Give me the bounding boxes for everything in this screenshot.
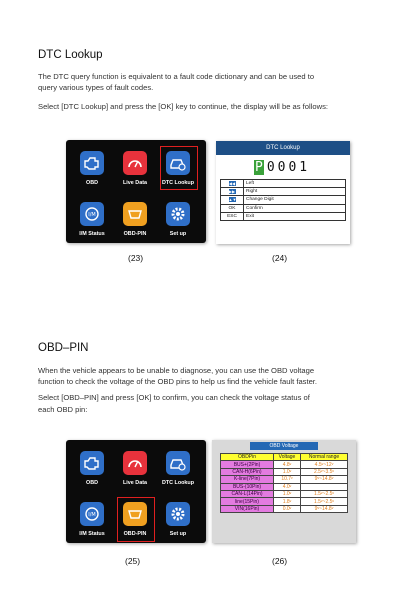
action-label: Confirm xyxy=(244,204,346,212)
pin-cell: BUS-(10Pin) xyxy=(221,483,274,490)
range-cell: 1.5ᵛ~2.5ᵛ xyxy=(301,498,348,505)
table-row xyxy=(221,204,346,212)
paragraph-line: When the vehicle appears to be unable to diagnose, you can use the OBD voltage xyxy=(38,366,315,375)
code-prefix: P xyxy=(255,160,263,175)
action-label: Right xyxy=(244,188,346,196)
voltage-cell: 1.0ᵛ xyxy=(274,468,301,475)
menu-label-obd-pin: OBD-PIN xyxy=(123,231,147,237)
im-readiness-icon[interactable] xyxy=(80,202,104,226)
menu-label-live-data: Live Data xyxy=(123,180,147,186)
dtc-lookup-screen xyxy=(216,141,350,244)
table-row xyxy=(221,483,348,490)
action-label: Change Digit xyxy=(244,196,346,204)
pin-cell: CAN-H(6Pin) xyxy=(221,468,274,475)
menu-label-obd: OBD xyxy=(86,480,98,486)
action-label: Exit xyxy=(244,212,346,220)
key-legend-table xyxy=(220,179,346,221)
table-row xyxy=(221,476,348,483)
speedometer-icon[interactable] xyxy=(123,451,147,475)
gear-icon[interactable] xyxy=(166,202,190,226)
section-title-obd-pin: OBD–PIN xyxy=(38,342,89,354)
right-arrow-icon: ▶▶ xyxy=(228,188,236,194)
table-row xyxy=(221,461,348,468)
pin-cell: VIN(16Pin) xyxy=(221,505,274,512)
pin-cell: K-line(7Pin) xyxy=(221,476,274,483)
figure-caption-24: (24) xyxy=(272,253,288,263)
voltage-cell: 1.0ᵛ xyxy=(274,490,301,497)
svg-text:I/M: I/M xyxy=(88,512,96,518)
column-header: Voltage xyxy=(274,454,301,461)
column-header: OBDPin xyxy=(221,454,274,461)
main-menu-screen xyxy=(66,140,206,243)
paragraph-line: query various types of fault codes. xyxy=(38,83,154,92)
esc-key: ESC xyxy=(221,212,244,220)
paragraph-line: The DTC query function is equivalent to a fault code dictionary and can be used to xyxy=(38,72,315,81)
menu-label-setup: Set up xyxy=(169,231,187,237)
section-title-dtc-lookup: DTC Lookup xyxy=(38,49,103,61)
table-row xyxy=(221,505,348,512)
action-label: Left xyxy=(244,180,346,188)
obd-connector-icon[interactable] xyxy=(123,202,147,226)
menu-label-setup: Set up xyxy=(169,531,187,537)
figure-caption-23: (23) xyxy=(128,253,144,263)
voltage-cell: 0.0ᵛ xyxy=(274,505,301,512)
voltage-cell: 4.8ᵛ xyxy=(274,461,301,468)
voltage-cell: 10.7ᵛ xyxy=(274,476,301,483)
table-row xyxy=(221,196,346,204)
selection-highlight xyxy=(117,497,155,542)
table-row xyxy=(221,180,346,188)
screen-title: OBD Voltage xyxy=(250,442,318,450)
ok-key: OK xyxy=(221,204,244,212)
main-menu-screen xyxy=(66,440,206,543)
obd-voltage-screen xyxy=(212,440,356,543)
range-cell: 4.5ᵛ~12ᵛ xyxy=(301,461,348,468)
figure-caption-25: (25) xyxy=(125,556,141,566)
pin-cell: CAN-L(14Pin) xyxy=(221,490,274,497)
menu-label-obd: OBD xyxy=(86,180,98,186)
paragraph-line: Select [OBD–PIN] and press [OK] to confirm, you can check the voltage status of xyxy=(38,393,310,402)
voltage-cell: 4.0ᵛ xyxy=(274,483,301,490)
table-row xyxy=(221,490,348,497)
table-row xyxy=(221,498,348,505)
table-row xyxy=(221,188,346,196)
pin-cell: line(15Pin) xyxy=(221,498,274,505)
gear-icon[interactable] xyxy=(166,502,190,526)
paragraph-line: each OBD pin: xyxy=(38,405,88,414)
column-header: Normal range xyxy=(301,454,348,461)
code-digits: 0001 xyxy=(266,160,311,175)
selection-highlight xyxy=(160,146,198,190)
table-row xyxy=(221,468,348,475)
voltage-table xyxy=(220,453,348,513)
car-search-icon[interactable] xyxy=(166,451,190,475)
range-cell xyxy=(301,483,348,490)
range-cell: 1.5ᵛ~2.5ᵛ xyxy=(301,490,348,497)
menu-label-im-status: I/M Status xyxy=(79,531,105,537)
dtc-code-input[interactable] xyxy=(254,160,310,175)
im-readiness-icon[interactable] xyxy=(80,502,104,526)
table-row xyxy=(221,212,346,220)
menu-label-im-status: I/M Status xyxy=(79,231,105,237)
voltage-cell: 1.8ᵛ xyxy=(274,498,301,505)
menu-label-dtc-lookup: DTC Lookup xyxy=(161,480,195,486)
left-arrow-icon: ◀◀ xyxy=(228,180,236,186)
svg-text:I/M: I/M xyxy=(88,212,96,218)
up-down-arrow-icon: ▲▼ xyxy=(228,196,237,202)
range-cell: 9ᵛ~14.8ᵛ xyxy=(301,505,348,512)
range-cell: 9ᵛ~14.8ᵛ xyxy=(301,476,348,483)
engine-icon[interactable] xyxy=(80,151,104,175)
paragraph-line: function to check the voltage of the OBD pins to help us find the vehicle fault faster. xyxy=(38,377,318,386)
engine-icon[interactable] xyxy=(80,451,104,475)
screen-title: DTC Lookup xyxy=(216,141,350,155)
menu-label-dtc-lookup: DTC Lookup xyxy=(161,180,195,186)
table-header-row xyxy=(221,454,348,461)
speedometer-icon[interactable] xyxy=(123,151,147,175)
range-cell: 2.5ᵛ~3.5ᵛ xyxy=(301,468,348,475)
paragraph-line: Select [DTC Lookup] and press the [OK] key to continue, the display will be as follows: xyxy=(38,102,328,111)
figure-caption-26: (26) xyxy=(272,556,288,566)
pin-cell: BUS+(2Pin) xyxy=(221,461,274,468)
menu-label-obd-pin: OBD-PIN xyxy=(123,531,147,537)
menu-label-live-data: Live Data xyxy=(123,480,147,486)
